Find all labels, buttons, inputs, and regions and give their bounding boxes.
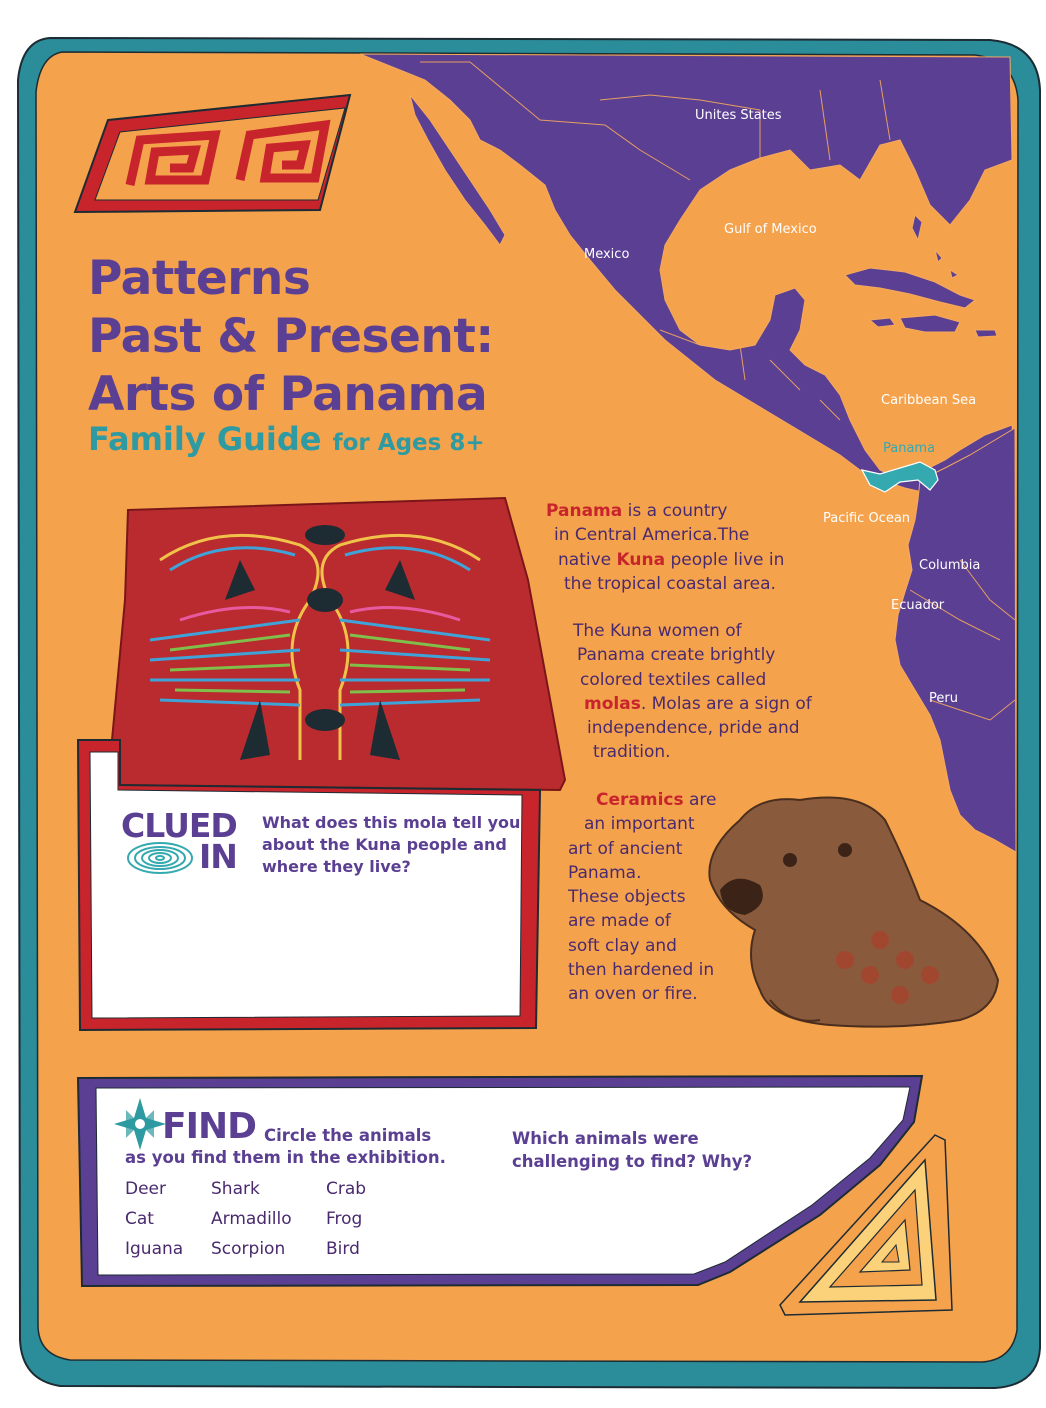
- intro-paragraph: Panama is a country in Central America.The native Kuna people live in the tropical coastal area.: [546, 501, 785, 594]
- clued-in-logo: [121, 806, 237, 876]
- animal-item: Scorpion: [211, 1239, 286, 1259]
- ceramics-keyword: Ceramics: [596, 790, 684, 810]
- map-label-caribbean: Caribbean Sea: [881, 393, 977, 408]
- ceramics-paragraph: Ceramics are an important art of ancient Panama. These objects are made of soft clay and then hardened in an oven or fire.: [568, 790, 717, 1005]
- title-line-1: Patterns: [88, 251, 311, 306]
- animal-item: Frog: [326, 1209, 363, 1229]
- title-line-3: Arts of Panama: [88, 367, 488, 422]
- mola-textile-image: [112, 498, 565, 790]
- find-label: FIND: [162, 1106, 256, 1147]
- find-instruction-1: Circle the animals: [264, 1126, 432, 1145]
- page-title: [88, 250, 494, 424]
- subtitle-main: Family Guide: [88, 420, 322, 458]
- subtitle-age: for Ages 8+: [332, 430, 485, 456]
- animal-item: Crab: [326, 1179, 367, 1199]
- animal-item: Armadillo: [211, 1209, 292, 1229]
- animal-item: Iguana: [125, 1239, 184, 1259]
- map-puerto-rico: [975, 330, 997, 337]
- map-label-peru: Peru: [929, 691, 958, 706]
- animal-item: Deer: [125, 1179, 166, 1199]
- map-label-us: Unites States: [695, 108, 782, 123]
- map-label-panama: Panama: [883, 441, 936, 456]
- clued-in-line-1: CLUED: [121, 806, 237, 845]
- map-label-gulf: Gulf of Mexico: [724, 222, 817, 237]
- map-label-columbia: Columbia: [919, 558, 981, 573]
- map-label-ecuador: Ecuador: [891, 598, 945, 613]
- find-instruction-2: as you find them in the exhibition.: [125, 1148, 446, 1167]
- animal-item: Cat: [125, 1209, 154, 1229]
- molas-keyword: molas: [584, 693, 641, 714]
- title-line-2: Past & Present:: [88, 309, 494, 364]
- find-question: Which animals were challenging to find? Why?: [512, 1129, 753, 1171]
- map-label-pacific: Pacific Ocean: [823, 511, 911, 526]
- clued-in-question: What does this mola tell you about the Kuna people and where they live?: [262, 813, 521, 876]
- map-label-mexico: Mexico: [584, 247, 630, 262]
- clued-in-line-2: IN: [199, 837, 237, 876]
- molas-paragraph: The Kuna women of Panama create brightly colored textiles called molas. Molas are a sign of independence, pride and tradition.: [573, 621, 812, 763]
- panama-keyword: Panama: [546, 501, 623, 521]
- kuna-keyword: Kuna: [616, 549, 666, 570]
- animal-item: Shark: [211, 1179, 260, 1199]
- page-subtitle: [88, 420, 485, 458]
- animal-item: Bird: [326, 1239, 360, 1259]
